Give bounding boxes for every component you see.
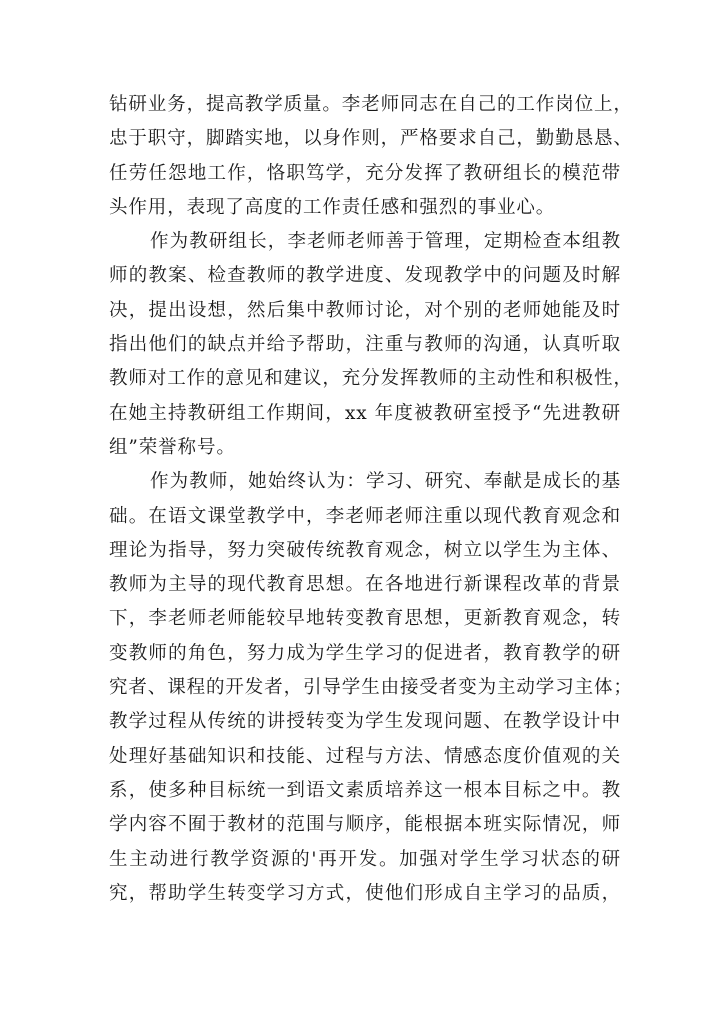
text-line: 学内容不囿于教材的范围与顺序，能根据本班实际情况，师 [109, 814, 621, 836]
text-line: 处理好基础知识和技能、过程与方法、情感态度价值观的关 [109, 745, 621, 767]
text-line: 指出他们的缺点并给予帮助，注重与教师的沟通，认真听取 [109, 334, 621, 356]
text-line: 组”荣誉称号。 [109, 436, 236, 458]
text-line: 钻研业务，提高教学质量。李老师同志在自己的工作岗位上， [109, 94, 633, 115]
text-line: 决，提出设想，然后集中教师讨论，对个别的老师她能及时 [109, 299, 621, 321]
text-line: 理论为指导，努力突破传统教育观念，树立以学生为主体、 [109, 539, 621, 561]
text-line: 系，使多种目标统一到语文素质培养这一根本目标之中。教 [109, 779, 621, 801]
text-line: 教学过程从传统的讲授转变为学生发现问题、在教学设计中 [109, 711, 621, 733]
text-line: 究者、课程的开发者，引导学生由接受者变为主动学习主体； [109, 677, 633, 699]
text-line: 究，帮助学生转变学习方式，使他们形成自主学习的品质， [109, 882, 621, 904]
text-line: 生主动进行教学资源的'再开发。加强对学生学习状态的研 [109, 848, 621, 870]
text-line: 头作用，表现了高度的工作责任感和强烈的事业心。 [109, 196, 556, 218]
text-line: 师的教案、检查教师的教学进度、发现教学中的问题及时解 [109, 265, 621, 287]
text-line: 忠于职守，脚踏实地，以身作则，严格要求自己，勤勤恳恳、 [109, 128, 633, 150]
text-line: 础。在语文课堂教学中，李老师老师注重以现代教育观念和 [109, 505, 621, 527]
text-line: 任劳任怨地工作，恪职笃学，充分发挥了教研组长的模范带 [109, 162, 621, 184]
text-line: 变教师的角色，努力成为学生学习的促进者，教育教学的研 [109, 642, 621, 664]
text-line: 下，李老师老师能较早地转变教育思想，更新教育观念，转 [109, 608, 621, 630]
text-line: 在她主持教研组工作期间，xx 年度被教研室授予“先进教研 [109, 402, 621, 424]
text-line: 教师为主导的现代教育思想。在各地进行新课程改革的背景 [109, 574, 621, 596]
body-text [109, 88, 633, 911]
text-line: 教师对工作的意见和建议，充分发挥教师的主动性和积极性， [109, 368, 633, 390]
paragraph-start-line: 作为教研组长，李老师老师善于管理，定期检查本组教 [150, 231, 621, 253]
paragraph-start-line: 作为教师，她始终认为：学习、研究、奉献是成长的基 [150, 471, 621, 493]
